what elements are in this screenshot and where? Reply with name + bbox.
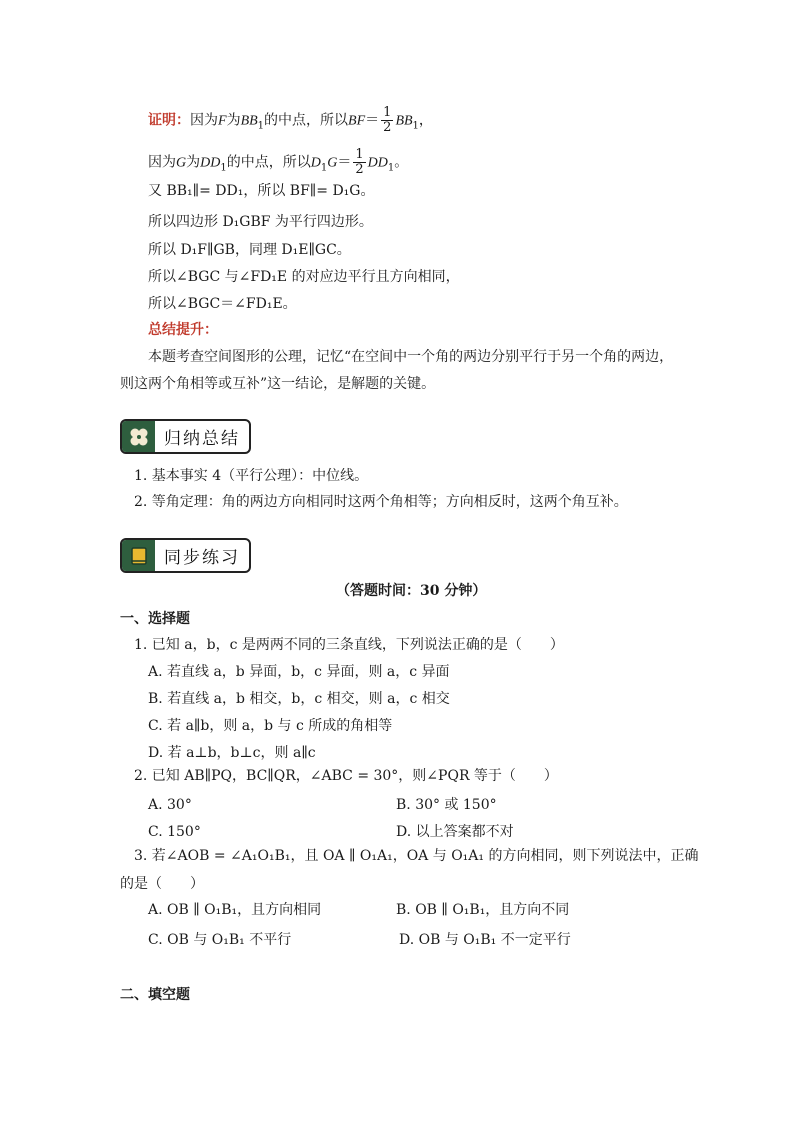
proof-line-4: 所以四边形 D₁GBF 为平行四边形。: [148, 214, 373, 230]
fraction: $\frac{1}{2}$: [355, 147, 364, 177]
proof-line-5: 所以 D₁F∥GB，同理 D₁E∥GC。: [148, 242, 351, 258]
summary-label: 总结提升：: [148, 322, 218, 338]
summary-item-2: 2. 等角定理：角的两边方向相同时这两个角相等；方向相反时，这两个角互补。: [134, 494, 628, 510]
fraction: $\frac{1}{2}$: [383, 105, 392, 135]
proof-line-7: 所以∠BGC＝∠FD₁E。: [148, 296, 297, 312]
section-header-practice: [120, 538, 251, 573]
answer-time: （答题时间：30 分钟）: [336, 583, 487, 599]
four-leaf-icon: [122, 421, 155, 452]
q1-option-d: D. 若 a⊥b，b⊥c，则 a∥c: [148, 745, 316, 761]
summary-paragraph-1: 本题考查空间图形的公理，记忆“在空间中一个角的两边分别平行于另一个角的两边，: [148, 349, 674, 365]
q3-option-a: A. OB ∥ O₁B₁，且方向相同: [148, 902, 322, 918]
q2-stem: 2. 已知 AB∥PQ，BC∥QR，∠ABC = 30°，则∠PQR 等于（ ）: [134, 768, 558, 784]
proof-line-1: 证明：因为F为$BB_1$的中点，所以BF＝ $\frac{1}{2}$ $BB_1$，: [148, 105, 433, 135]
q2-option-c: C. 150°: [148, 824, 201, 840]
q2-option-d: D. 以上答案都不对: [396, 824, 514, 840]
q1-option-c: C. 若 a∥b，则 a，b 与 c 所成的角相等: [148, 718, 393, 734]
proof-line-6: 所以∠BGC 与∠FD₁E 的对应边平行且方向相同，: [148, 269, 460, 285]
proof-label: 证明：: [148, 112, 190, 129]
q3-option-c: C. OB 与 O₁B₁ 不平行: [148, 932, 292, 948]
section-title: 同步练习: [164, 548, 240, 568]
summary-item-1: 1. 基本事实 4（平行公理）：中位线。: [134, 468, 369, 484]
q3-stem-line-1: 3. 若∠AOB = ∠A₁O₁B₁，且 OA ∥ O₁A₁，OA 与 O₁A₁ 的方向相同，则下列说法中，正确: [134, 848, 699, 864]
proof-line-2: 因为G为$DD_1$的中点，所以$D_1G=$ $\frac{1}{2}$ $DD_1$。: [148, 147, 409, 177]
q1-option-a: A. 若直线 a，b 异面，b，c 异面，则 a，c 异面: [148, 664, 450, 680]
q2-option-b: B. 30° 或 150°: [396, 797, 497, 813]
book-icon: [122, 540, 155, 571]
part2-heading: 二、填空题: [120, 987, 190, 1003]
part1-heading: 一、选择题: [120, 611, 190, 627]
proof-line-3: 又 BB₁∥= DD₁，所以 BF∥= D₁G。: [148, 183, 375, 199]
q3-option-b: B. OB ∥ O₁B₁，且方向不同: [396, 902, 570, 918]
q3-option-d: D. OB 与 O₁B₁ 不一定平行: [399, 932, 571, 948]
q1-option-b: B. 若直线 a，b 相交，b，c 相交，则 a，c 相交: [148, 691, 450, 707]
section-title: 归纳总结: [164, 429, 240, 449]
q2-option-a: A. 30°: [148, 797, 192, 813]
section-header-summary: [120, 419, 251, 454]
q3-stem-line-2: 的是（ ）: [120, 876, 204, 892]
summary-paragraph-2: 则这两个角相等或互补”这一结论，是解题的关键。: [120, 376, 436, 392]
q1-stem: 1. 已知 a，b，c 是两两不同的三条直线，下列说法正确的是（ ）: [134, 637, 564, 653]
